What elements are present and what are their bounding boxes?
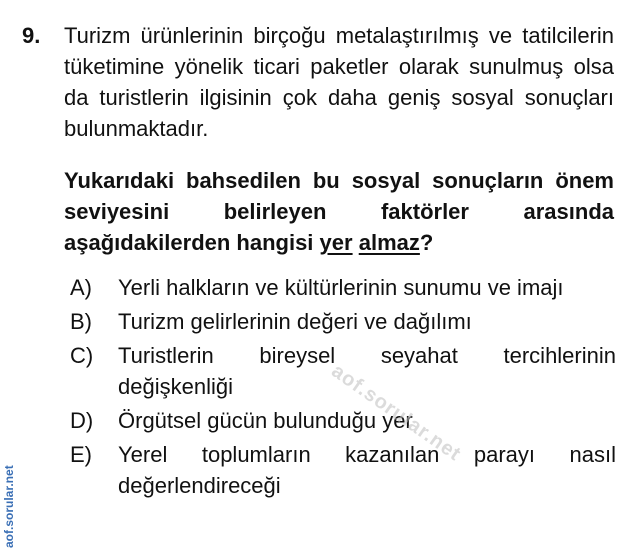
option-letter: B) — [70, 309, 92, 334]
option-b[interactable] — [64, 306, 616, 337]
option-e[interactable] — [64, 439, 616, 501]
option-text: Turistlerin bireysel seyahat tercihlerinin değişkenliği — [118, 343, 616, 399]
prompt-underlined-almaz: almaz — [358, 230, 420, 255]
option-d[interactable] — [64, 405, 616, 436]
option-letter: E) — [70, 442, 92, 467]
prompt-underlined-yer: yer — [319, 230, 353, 255]
option-text: Örgütsel gücün bulunduğu yer — [118, 408, 413, 433]
option-c[interactable] — [64, 340, 616, 402]
question-stem: Turizm ürünlerinin birçoğu metalaştırılmış ve tatilcilerin tüketimine yönelik ticari paketler olarak sunulmuş olsa da turistlerin ilgisinin çok daha geniş sosyal sonuçları bulunmaktadır. — [64, 23, 614, 141]
option-letter: D) — [70, 408, 94, 433]
prompt-text: Yukarıdaki bahsedilen bu sosyal sonuçların önem seviyesini belirleyen faktörler arasında aşağıdakilerden hangisi — [64, 168, 614, 255]
question-number: 9. — [22, 23, 41, 48]
option-text: Yerel toplumların kazanılan parayı nasıl değerlendireceği — [118, 442, 616, 498]
question-prompt — [64, 165, 614, 258]
option-text: Yerli halkların ve kültürlerinin sunumu ve imajı — [118, 275, 564, 300]
prompt-question-mark: ? — [419, 230, 434, 255]
option-letter: A) — [70, 275, 92, 300]
answer-options — [64, 272, 616, 504]
option-letter: C) — [70, 343, 94, 368]
watermark-diagonal: aof.sorular.net — [327, 360, 466, 466]
option-a[interactable] — [64, 272, 616, 303]
watermark-side: aof.sorular.net — [2, 465, 16, 548]
option-text: Turizm gelirlerinin değeri ve dağılımı — [118, 309, 472, 334]
